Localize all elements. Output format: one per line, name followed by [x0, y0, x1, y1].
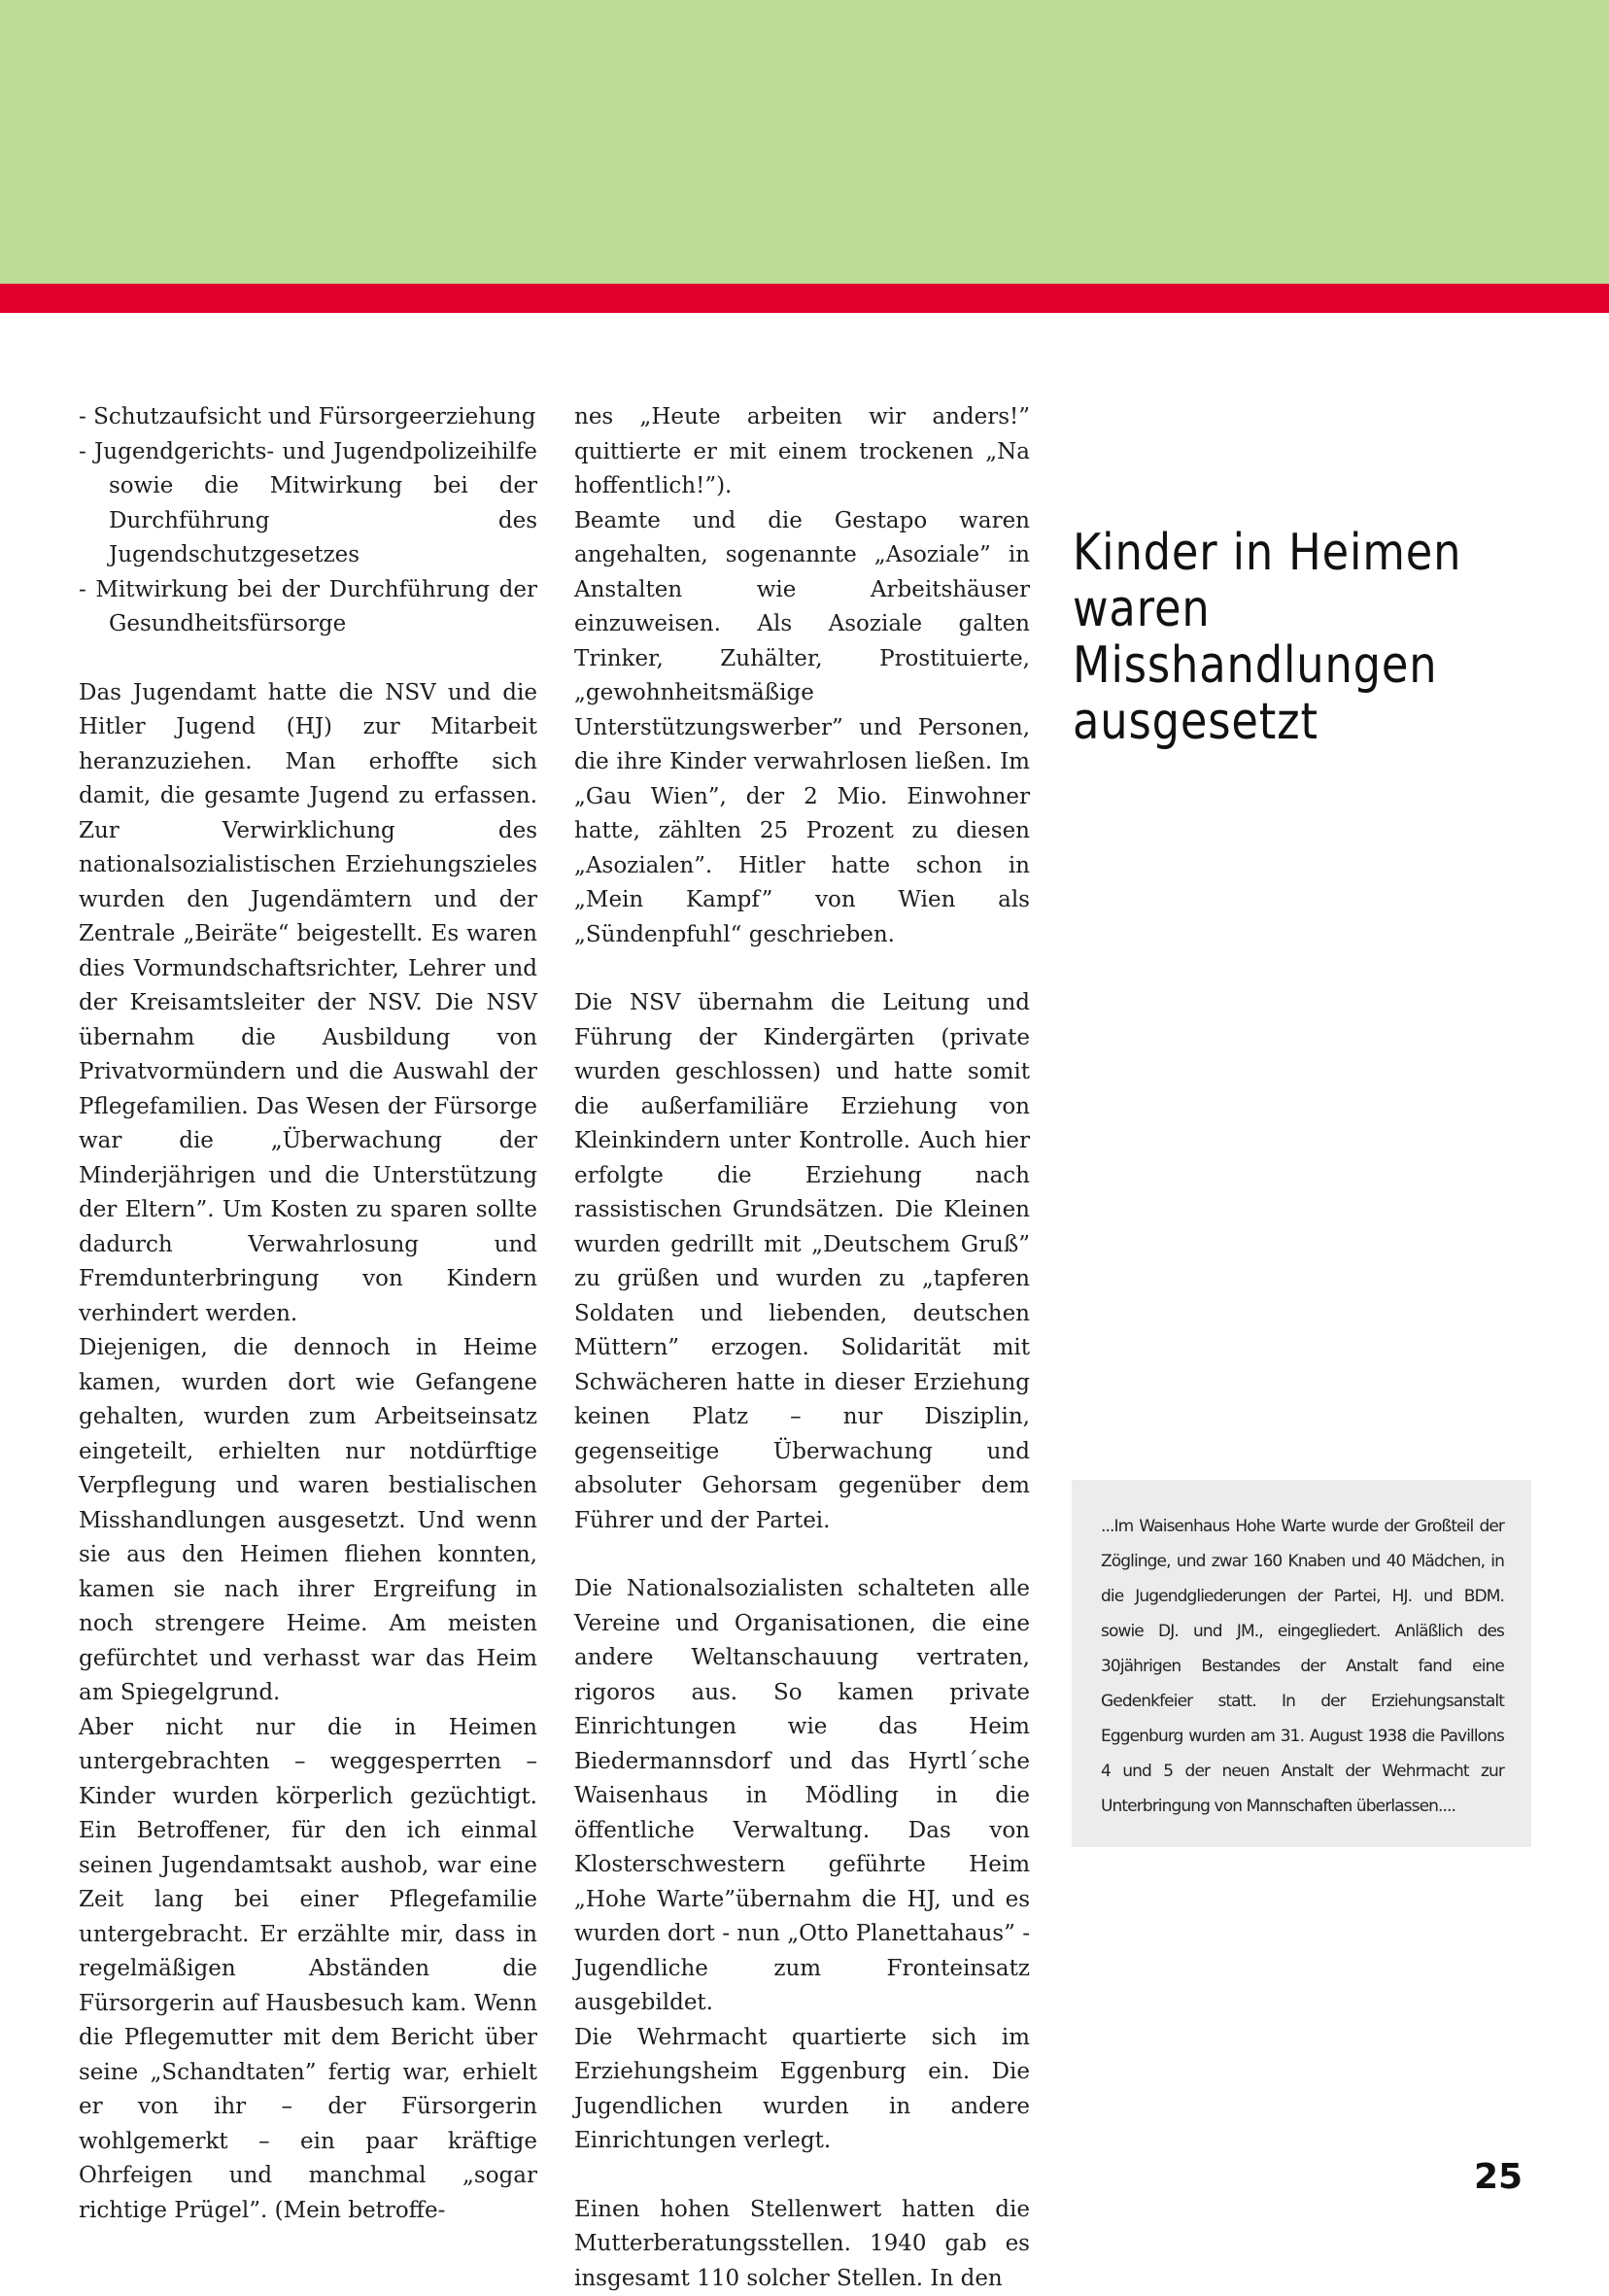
quote-text: ...Im Waisenhaus Hohe Warte wurde der Großteil der Zöglinge, und zwar 160 Knaben und 40 Mädchen, in die Jugendgliederungen der Partei, HJ. und BDM. sowie DJ. und JM., eingegliedert. Anläßlich des 30jährigen Bestandes der Anstalt fand eine Gedenkfeier statt. In der Erziehungsanstalt Eggenburg wurden am 31. August 1938 die Pavillons 4 und 5 der neuen Anstalt der Wehrmacht zur Unterbringung von Mannschaften überlassen.... — [1101, 1517, 1504, 1816]
page-number: 25 — [1469, 2157, 1527, 2197]
list-item: - Schutzaufsicht und Fürsorgeerziehung — [79, 400, 537, 435]
header-green-band — [0, 0, 1609, 284]
paragraph: Einen hohen Stellenwert hatten die Mutterberatungsstellen. 1940 gab es insgesamt 110 solcher Stellen. In den — [574, 2193, 1030, 2296]
quote-box — [1072, 1480, 1531, 1847]
paragraph: Diejenigen, die dennoch in Heime kamen, wurden dort wie Gefangene gehalten, wurden zum Arbeitseinsatz eingeteilt, erhielten nur notdürftige Verpflegung und waren bestialischen Misshandlungen ausgesetzt. Und wenn sie aus den Heimen fliehen konnten, kamen sie nach ihrer Ergreifung in noch strengere Heime. Am meisten gefürchtet und verhasst war das Heim am Spiegelgrund. — [79, 1331, 537, 1711]
list-item: - Jugendgerichts- und Jugendpolizeihilfe sowie die Mitwirkung bei der Durchführung des Jugendschutzgesetzes — [79, 435, 537, 573]
paragraph: Die NSV übernahm die Leitung und Führung der Kindergärten (private wurden geschlossen) und hatte somit die außerfamiliäre Erziehung von Kleinkindern unter Kontrolle. Auch hier erfolgte die Erziehung nach rassistischen Grundsätzen. Die Kleinen wurden gedrillt mit „Deutschem Gruß” zu grüßen und wurden zu „tapferen Soldaten und liebenden, deutschen Müttern” erzogen. Solidarität mit Schwächeren hatte in dieser Erziehung keinen Platz – nur Disziplin, gegenseitige Überwachung und absoluter Gehorsam gegenüber dem Führer und der Partei. — [574, 986, 1030, 1538]
paragraph: Das Jugendamt hatte die NSV und die Hitler Jugend (HJ) zur Mitarbeit heranzuziehen. Man erhoffte sich damit, die gesamte Jugend zu erfassen. Zur Verwirklichung des nationalsozialistischen Erziehungszieles wurden den Jugendämtern und der Zentrale „Beiräte“ beigestellt. Es waren dies Vormundschaftsrichter, Lehrer und der Kreisamtsleiter der NSV. Die NSV übernahm die Ausbildung von Privatvormündern und die Auswahl der Pflegefamilien. Das Wesen der Fürsorge war die „Überwachung der Minderjährigen und die Unterstützung der Eltern”. Um Kosten zu sparen sollte dadurch Verwahrlosung und Fremdunterbringung von Kindern verhindert werden. — [79, 676, 537, 1332]
paragraph: Beamte und die Gestapo waren angehalten, sogenannte „Asoziale” in Anstalten wie Arbeitshäuser einzuweisen. Als Asoziale galten Trinker, Zuhälter, Prostituierte, „gewohnheitsmäßige Unterstützungswerber” und Personen, die ihre Kinder verwahrlosen ließen. Im „Gau Wien”, der 2 Mio. Einwohner hatte, zählten 25 Prozent zu diesen „Asozialen”. Hitler hatte schon in „Mein Kampf” von Wien als „Sündenpfuhl“ geschrieben. — [574, 504, 1030, 953]
list-item: - Mitwirkung bei der Durchführung der Gesundheitsfürsorge — [79, 573, 537, 642]
paragraph: nes „Heute arbeiten wir anders!” quittierte er mit einem trockenen „Na hoffentlich!”). — [574, 400, 1030, 504]
paragraph: Die Wehrmacht quartierte sich im Erziehungsheim Eggenburg ein. Die Jugendlichen wurden in andere Einrichtungen verlegt. — [574, 2021, 1030, 2159]
paragraph: Aber nicht nur die in Heimen untergebrachten – weggesperrten – Kinder wurden körperlich gezüchtigt. Ein Betroffener, für den ich einmal seinen Jugendamtsakt aushob, war eine Zeit lang bei einer Pflegefamilie untergebracht. Er erzählte mir, dass in regelmäßigen Abständen die Fürsorgerin auf Hausbesuch kam. Wenn die Pflegemutter mit dem Bericht über seine „Schandtaten” fertig war, erhielt er von ihr – der Fürsorgerin wohlgemerkt – ein paar kräftige Ohrfeigen und manchmal „sogar richtige Prügel”. (Mein betroffe- — [79, 1711, 537, 2229]
duties-list — [79, 400, 537, 642]
text-column-left — [79, 400, 537, 2228]
sidebar-headline: Kinder in Heimen waren Misshandlungen ausgesetzt — [1073, 525, 1507, 750]
header-red-stripe — [0, 284, 1609, 313]
text-column-middle — [574, 400, 1030, 2296]
paragraph: Die Nationalsozialisten schalteten alle Vereine und Organisationen, die eine andere Weltanschauung vertraten, rigoros aus. So kamen private Einrichtungen wie das Heim Biedermannsdorf und das Hyrtl´sche Waisenhaus in Mödling in die öffentliche Verwaltung. Das von Klosterschwestern geführte Heim „Hohe Warte”übernahm die HJ, und es wurden dort - nun „Otto Planettahaus” - Jugendliche zum Fronteinsatz ausgebildet. — [574, 1572, 1030, 2021]
